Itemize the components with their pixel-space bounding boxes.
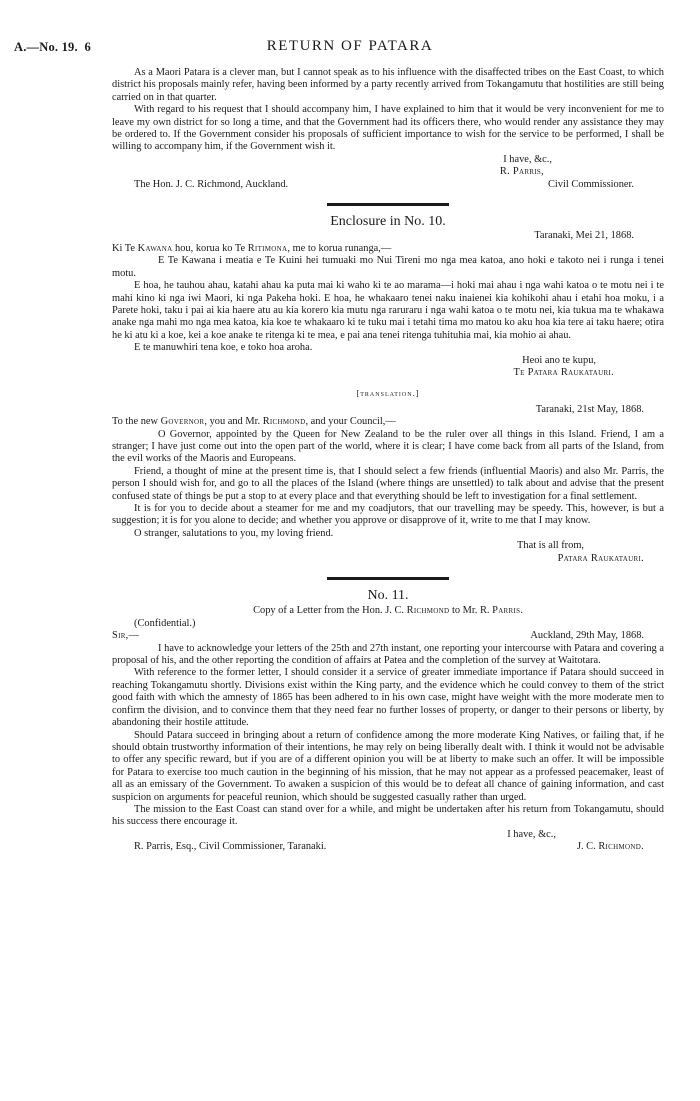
salutation: Sir,—: [112, 630, 140, 642]
closing: That is all from,: [517, 540, 584, 552]
signature: R. Parris,: [499, 166, 544, 178]
paragraph: E hoa, he tauhou ahau, katahi ahau ka puta mai ki waho ki te ao marama—i hoki mai ahau i nga wahi katoa o te motu nei i te mahi kino ki nga iwi Maori, ki nga Pakeha hoki. E hoa, he whakaaro tenei naku inaienei kia kohikohi ahau i etahi hoa moku, i a Parete hoki, taku i pai ai kia haere atu au kia korero kia mutu nga raruraru i nga wahi katoa o te motu nei, kia tukua ma te whakawa anake nga mahi mo nga mea katoa, kia koe te whakaaro ki te tuku mai i tetahi tima mo matou ko aku hoa kia tere ai taku haere; otira he ki atu ki a koe, kei a koe anake te ritenga ki te mea, e pai ana tenei ritenga tuhituhia mai, kia mohio ai ahau.: [112, 280, 664, 341]
paragraph: O stranger, salutations to you, my loving friend.: [134, 527, 334, 539]
section-rule: [327, 203, 449, 206]
parliamentary-paper-ref: A.—No. 19.: [14, 40, 78, 54]
page-number: 6: [84, 40, 91, 54]
paragraph: It is for you to decide about a steamer for me and my coadjutors, that our travelling may be speedy. This, however, is but a suggestion; it is for you alone to decide; and whether you approve or disapprove of it, write to me that I may know.: [112, 503, 664, 527]
enclosure-title: Enclosure in No. 10.: [330, 214, 446, 230]
closing: I have, &c.,: [507, 828, 556, 840]
closing: I have, &c.,: [503, 153, 552, 165]
addressee-row: [112, 179, 664, 191]
closing: Heoi ano te kupu,: [522, 354, 596, 366]
paragraph: E te manuwhiri tena koe, e toko hoa aroha.: [134, 342, 313, 354]
paragraph: Should Patara succeed in bringing about a return of confidence among the more moderate King Natives, or failing that, if he should obtain trustworthy information of their intentions, he may rely on being liberally dealt with. I think it would not be advisable to offer any specific reward, but if you are of a different opinion you will be at liberty to make such an offer. It will be impossible for Patara to exercise too much caution in the beginning of his mission, that he may not appear as a professed peacemaker, least of all as an emissary of the Government. To awaken a suspicion of this would be to defeat all chance of gaining information, and cast suspicion on arguments for peaceful reunion, which should be suggested casually rather than urged.: [112, 729, 664, 803]
letter-subtitle: Copy of a Letter from the Hon. J. C. Richmond to Mr. R. Parris.: [253, 605, 523, 617]
paragraph: O Governor, appointed by the Queen for New Zealand to be the ruler over all things in this Island. Friend, I am a stranger; I have just come out into the open part of the world, where it is clear; I have come back from all parts of the Island, from the evil works of the Maoris and Europeans.: [112, 428, 664, 465]
salutation: To the new Governor, you and Mr. Richmond, and your Council,—: [112, 416, 396, 428]
document-body: [112, 67, 664, 854]
addressee: The Hon. J. C. Richmond, Auckland.: [134, 178, 289, 190]
paragraph: With regard to his request that I should accompany him, I have explained to him that it would be very inconvenient for me to leave my own district for so long a time, and that the Government had its officers there, who would render any assistance they may be ordered to. If the Government consider his proposals of sufficient importance to wish for the service to be performed, I shall be willing to accompany him, if the Government wish it.: [112, 104, 664, 153]
place-date: Taranaki, 21st May, 1868.: [535, 403, 644, 415]
running-title: RETURN OF PATARA: [266, 38, 434, 54]
letter-number-title: No. 11.: [367, 588, 409, 604]
signature: Te Patara Raukatauri.: [513, 366, 614, 378]
place-date: Auckland, 29th May, 1868.: [530, 630, 644, 642]
salutation-row: [112, 630, 664, 642]
translation-label: [translation.]: [356, 388, 420, 399]
signer-title: Civil Commissioner.: [547, 178, 634, 190]
addressee: R. Parris, Esq., Civil Commissioner, Taranaki.: [134, 841, 327, 853]
paragraph: As a Maori Patara is a clever man, but I cannot speak as to his influence with the disaffected tribes on the East Coast, to which district his proposals mainly refer, having been informed by a party recently arrived from Tokangamutu that hostilities are still being carried on in that quarter.: [112, 67, 664, 103]
addressee-row: [112, 841, 664, 853]
signature: J. C. Richmond.: [576, 841, 644, 853]
section-rule: [327, 577, 449, 580]
signature: Patara Raukatauri.: [557, 552, 644, 564]
place-date: Taranaki, Mei 21, 1868.: [534, 230, 634, 242]
salutation: Ki Te Kawana hou, korua ko Te Ritimona, me to korua runanga,—: [112, 242, 392, 254]
paragraph: E Te Kawana i meatia e Te Kuini hei tumuaki mo Nui Tireni mo nga mea katoa, ano hoki e takoto nei i runga i tenei motu.: [112, 255, 664, 279]
confidential-label: (Confidential.): [134, 617, 196, 629]
paragraph: With reference to the former letter, I should consider it a service of greater immediate importance if Patara should succeed in reaching Tokangamutu shortly. Divisions exist within the King party, and the evidence which he could convey to them of the strict good faith with which the amnesty of 1865 has been adhered to in his own case, might have weight with the more moderate men to confirm the division, and to convince them that they need fear no further losses of property, or danger to their persons or liberty, by abandoning their hostile attitude.: [112, 667, 664, 729]
paragraph: The mission to the East Coast can stand over for a while, and might be undertaken after his return from Tokangamutu, should his success there encourage it.: [112, 803, 664, 828]
paragraph: I have to acknowledge your letters of the 25th and 27th instant, one reporting your intercourse with Patara and covering a proposal of his, and the other reporting the condition of affairs at Patea and the completion of the survey at Waitotara.: [112, 642, 664, 667]
paragraph: Friend, a thought of mine at the present time is, that I should select a few friends (influential Maoris) and also Mr. Parris, the person I should wish for, and go to all the places of the Island (where things are unsettled) to talk about and advise that the present confused state of things be put a stop to at every place and that everything should be left to investigation for a final settlement.: [112, 465, 664, 502]
